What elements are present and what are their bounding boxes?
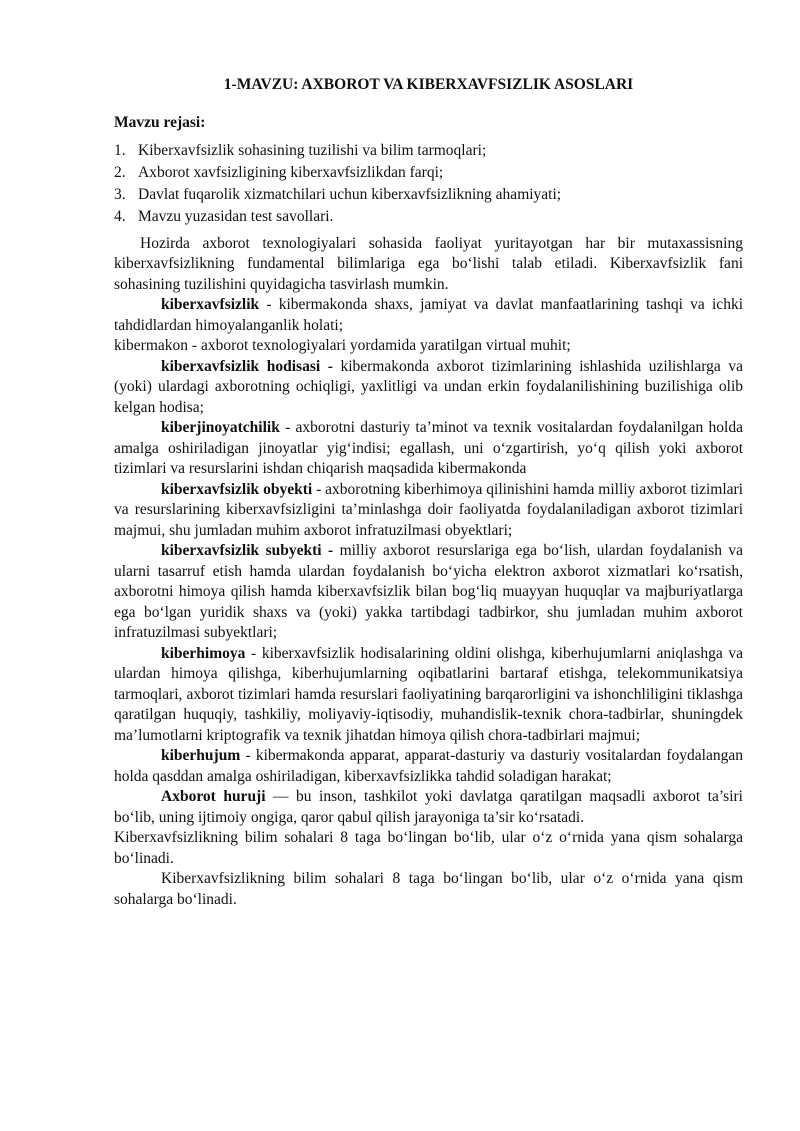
definition-text: kibermakonda axborot tizimlarining ishlashida uzilishlarga va (yoki) ulardagi axborotning ochiqligi, yaxlitligi va undan erkin foydalanilishining buzilishiga olib kelgan hodisa;	[114, 357, 744, 416]
definition-text: - kiberxavfsizlik hodisalarining oldini olishga, kiberhujumlarni aniqlashga va ulardan himoya qilishga, kiberhujumlarning oqibatlarini bartaraf etishga, telekommunikatsiya tarmoqlari, axborot tizimlari hamda resurslari faoliyatining barqarorligini va ishonchliligini tiklashga qaratilgan huquqiy, tashkiliy, moliyaviy-iqtisodiy, muhandislik-texnik chora-tadbirlar, shuningdek ma’lumotlarni kriptografik va texnik jihatdan himoya qilish chora-tadbirlari majmui;	[114, 644, 743, 744]
plan-item	[114, 141, 743, 162]
definition-text: milliy axborot resurslariga ega bo‘lish, ulardan foydalanish va ularni tasarruf etish hamda ulardan foydalanish bo‘yicha elektron axborot xizmatlari ko‘rsatish, axborotni himoya qilish hamda kiberxavfsizlik bilan bog‘liq muayyan huquqlar va majburiyatlarga ega bo‘lgan yuridik shaxs va (yoki) yakka tartibdagi tadbirkor, shu jumladan muhim axborot infratuzilmasi subyektlari;	[114, 542, 743, 641]
page-title: 1-MAVZU: AXBOROT VA KIBERXAVFSIZLIK ASOSLARI	[223, 76, 634, 93]
definition-text: - axborotning kiberhimoya qilinishini hamda milliy axborot tizimlari va resurslarining kiberxavfsizligini ta’minlashga doir faoliyatda foydalaniladigan axborot tizimlari majmui, shu jumladan muhim axborot infratuzilmasi obyektlari;	[114, 480, 744, 539]
definition-term: kiberxavfsizlik subyekti -	[161, 542, 334, 559]
definition-term: kiberxavfsizlik hodisasi -	[161, 357, 333, 375]
definition-kiberjinoyatchilik	[114, 418, 743, 480]
definition-subyekt	[114, 541, 743, 644]
plan-item-text: Axborot xavfsizligining kiberxavfsizlikdan farqi;	[138, 164, 444, 181]
intro-paragraph: Hozirda axborot texnologiyalari sohasida faoliyat yuritayotgan har bir mutaxassisning kiberxavfsizlikning fundamental bilimlariga ega bo‘lishi talab etiladi. Kiberxavfsizlik fani sohasining tuzilishini quyidagicha tasvirlash mumkin.	[114, 234, 743, 293]
closing-paragraph-plain: Kiberxavfsizlikning bilim sohalari 8 taga bo‘lingan bo‘lib, ular o‘z o‘rnida yana qism sohalarga bo‘linadi.	[114, 829, 743, 867]
plan-item	[114, 207, 743, 228]
definition-text: - kibermakonda shaxs, jamiyat va davlat manfaatlarining tashqi va ichki tahdidlardan himoyalanganlik holati;	[114, 296, 743, 334]
definition-kiberhujum	[114, 746, 743, 787]
plan-item-number: 2.	[114, 164, 126, 181]
plan-item	[114, 185, 743, 206]
plan-item-number: 1.	[114, 142, 126, 159]
plan-list	[114, 141, 743, 228]
plan-item-number: 4.	[114, 208, 126, 225]
definition-text: — bu inson, tashkilot yoki davlatga qaratilgan maqsadli axborot ta’siri bo‘lib, uning ijtimoiy ongiga, qaror qabul qilish jarayoniga ta’sir ko‘rsatadi.	[114, 788, 743, 826]
plan-item-text: Mavzu yuzasidan test savollari.	[138, 208, 334, 225]
definition-term: kiberhujum	[161, 747, 241, 764]
closing-paragraph-indented: Kiberxavfsizlikning bilim sohalari 8 taga bo‘lingan bo‘lib, ular o‘z o‘rnida yana qism sohalarga bo‘linadi.	[114, 870, 743, 908]
plan-heading: Mavzu rejasi:	[114, 113, 206, 131]
definition-obyekt	[114, 480, 743, 542]
definition-text: - axborotni dasturiy ta’minot va texnik vositalardan foydalanilgan holda amalga oshiriladigan jinoyatlar yig‘indisi; egallash, uni o‘zgartirish, yo‘q qilish yoki axborot tizimlari va resurslarini ishdan chiqarish maqsadida kibermakonda	[114, 419, 743, 477]
definition-text: - kibermakonda apparat, apparat-dasturiy va dasturiy vositalardan foydalangan holda qasddan amalga oshiriladigan, kiberxavfsizlikka tahdid soladigan harakat;	[114, 747, 743, 785]
definition-term: Axborot huruji	[161, 788, 266, 805]
definition-term: kiberxavfsizlik obyekti	[161, 480, 313, 498]
definition-term: kiberjinoyatchilik	[161, 419, 280, 436]
definition-axborot-huruji	[114, 787, 743, 828]
plan-item	[114, 163, 743, 184]
definition-hodisa	[114, 357, 743, 419]
plan-item-text: Davlat fuqarolik xizmatchilari uchun kiberxavfsizlikning ahamiyati;	[138, 186, 562, 203]
plan-item-text: Kiberxavfsizlik sohasining tuzilishi va bilim tarmoqlari;	[138, 142, 487, 159]
definition-term: kiberxavfsizlik	[161, 296, 260, 313]
plan-item-number: 3.	[114, 186, 126, 203]
definition-kiberxavfsizlik	[114, 295, 743, 336]
definition-kibermakon: kibermakon - axborot texnologiyalari yordamida yaratilgan virtual muhit;	[114, 337, 571, 354]
definition-kiberhimoya	[114, 644, 743, 747]
definition-term: kiberhimoya	[161, 644, 246, 662]
